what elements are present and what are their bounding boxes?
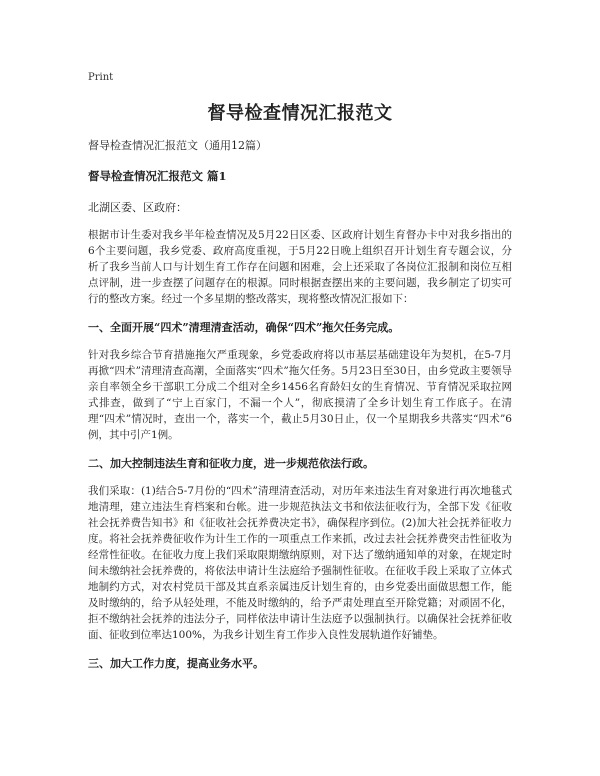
intro-paragraph: 根据市计生委对我乡半年检查情况及5月22日区委、区政府计划生育督办卡中对我乡指出的6个主要问题，我乡党委、政府高度重视，于5月22日晚上组织召开计划生育专题会议，分析了我乡当前人口与计划生育工作存在问题和困难，会上还采取了各岗位汇报制和岗位互相点评制，进一步查摆了问题存在的根源。同时根据查摆出来的主要问题，我乡制定了切实可行的整改方案。经过一个多星期的整改落实，现将整改情况汇报如下： [88,229,512,305]
part-heading: 督导检查情况汇报范文 篇1 [88,169,227,183]
section-2-paragraph: 我们采取：(1)结合5-7月份的“四术”清理清查活动，对历年来违法生育对象进行再次地毯式地清理，建立违法生育档案和台帐。进一步规范执法文书和依法征收行为，全部下发《征收社会抚养费告知书》和《征收社会抚养费决定书》，确保程序到位。(2)加大社会抚养征收力度。将社会抚养费征收作为计生工作的一项重点工作来抓，改过去社会抚养费突击性征收为经常性征收。在征收力度上我们采取限期缴纳原则，对下达了缴纳通知单的对象，在规定时间未缴纳社会抚养费的，将依法申请计生法庭给予强制性征收。在征收手段上采取了立体式地制约方式，对农村党员干部及其直系亲属违反计划生育的，由乡党委出面做思想工作，能及时缴纳的，给予从轻处理，不能及时缴纳的，给予严肃处理直至开除党籍；对顽固不化，拒不缴纳社会抚养的违法分子，同样依法申请计生法庭予以强制执行。以确保社会抚养征收面、征收到位率达100%，为我乡计划生育工作步入良性发展轨道作好铺垫。 [88,485,512,641]
section-heading: 二、加大控制违法生育和征收力度，进一步规范依法行政。 [88,457,374,470]
salutation: 北湖区委、区政府： [88,201,187,214]
print-label: Print [88,72,114,83]
section-1-paragraph: 针对我乡综合节育措施拖欠严重现象，乡党委政府将以市基层基础建设年为契机，在5-7月再掀“四术”清理清查高潮，全面落实“四术”拖欠任务。5月23日至30日，由乡党政主要领导亲自率领全乡干部职工分成二个组对全乡1456名育龄妇女的生育情况、节育情况采取拉网式排查，做到了“宁上百家门，不漏一个人”，彻底摸清了全乡计划生育工作底子。在清理“四术”情况时，查出一个，落实一个，截止5月30日止，仅一个星期我乡共落实“四术”6例，其中引产1例。 [88,349,512,441]
section-heading: 三、加大工作力度，提高业务水平。 [88,657,264,670]
section-heading: 一、全面开展“四术”清理清查活动，确保“四术”拖欠任务完成。 [88,321,400,334]
document-subtitle: 督导检查情况汇报范文（通用12篇） [88,139,267,152]
document-title: 督导检查情况汇报范文 [207,103,393,124]
